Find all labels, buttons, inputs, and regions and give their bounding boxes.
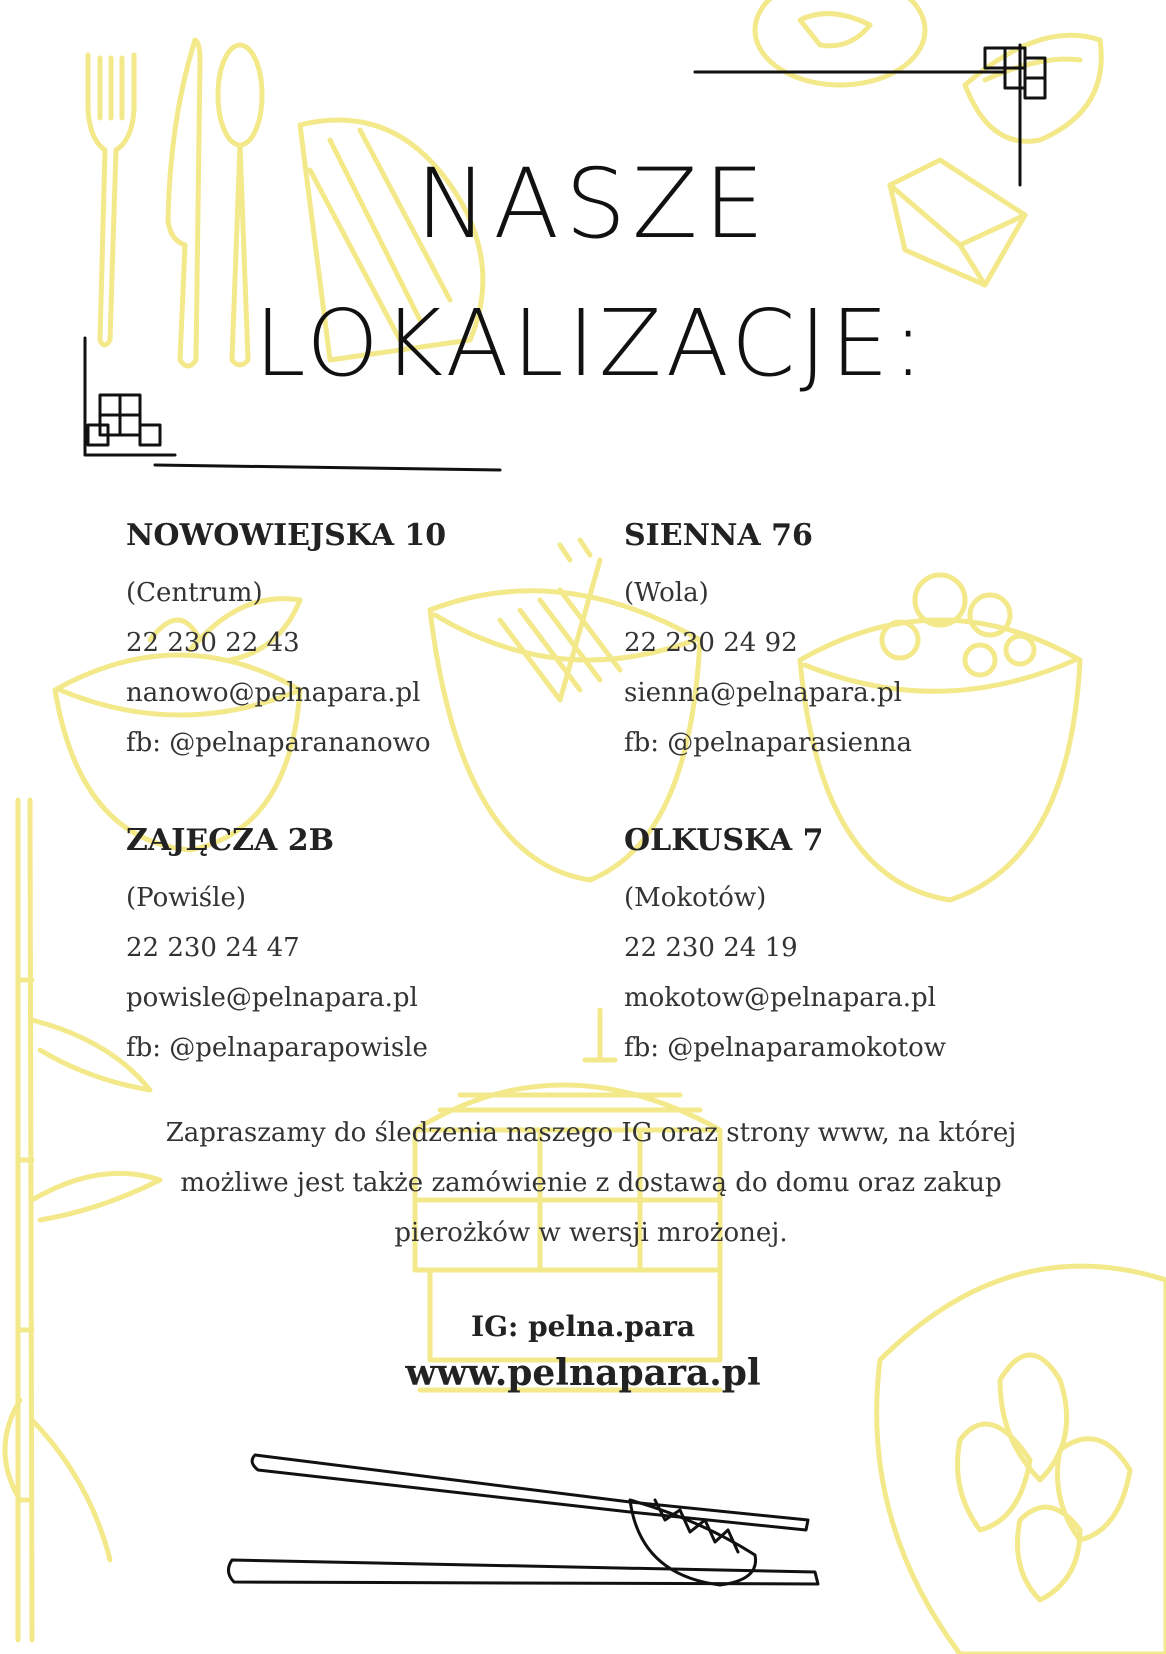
location-phone[interactable]: 22 230 24 92: [624, 628, 798, 658]
website-link[interactable]: www.pelnapara.pl: [405, 1352, 761, 1394]
location-email[interactable]: sienna@pelnapara.pl: [624, 678, 902, 708]
location-name: SIENNA 76: [624, 518, 813, 553]
location-email[interactable]: mokotow@pelnapara.pl: [624, 983, 936, 1013]
location-phone[interactable]: 22 230 24 19: [624, 933, 798, 963]
location-phone[interactable]: 22 230 24 47: [126, 933, 300, 963]
location-district: (Mokotów): [624, 883, 767, 913]
location-district: (Powiśle): [126, 883, 246, 913]
page-title-line-2: LOKALIZACJE:: [254, 290, 928, 397]
invitation-text: Zapraszamy do śledzenia naszego IG oraz strony www, na której możliwe jest także zamówienie z dostawą do domu oraz zakup pierożków w wersji mrożonej.: [165, 1118, 1017, 1248]
location-name: ZAJĘCZA 2B: [126, 823, 334, 858]
location-name: OLKUSKA 7: [624, 823, 824, 858]
location-facebook[interactable]: fb: @pelnaparasienna: [624, 728, 912, 758]
location-name: NOWOWIEJSKA 10: [126, 518, 447, 553]
location-zajecza: [126, 823, 546, 1073]
location-facebook[interactable]: fb: @pelnaparapowisle: [126, 1033, 428, 1063]
location-email[interactable]: nanowo@pelnapara.pl: [126, 678, 421, 708]
location-district: (Centrum): [126, 578, 263, 608]
location-email[interactable]: powisle@pelnapara.pl: [126, 983, 418, 1013]
location-nowowiejska: [126, 518, 546, 768]
location-phone[interactable]: 22 230 22 43: [126, 628, 300, 658]
location-facebook[interactable]: fb: @pelnaparamokotow: [624, 1033, 947, 1063]
location-sienna: [624, 518, 1044, 768]
location-facebook[interactable]: fb: @pelnaparananowo: [126, 728, 431, 758]
page-title-line-1: NASZE: [415, 148, 771, 260]
location-olkuska: [624, 823, 1044, 1073]
location-district: (Wola): [624, 578, 709, 608]
instagram-link[interactable]: IG: pelna.para: [471, 1310, 695, 1343]
